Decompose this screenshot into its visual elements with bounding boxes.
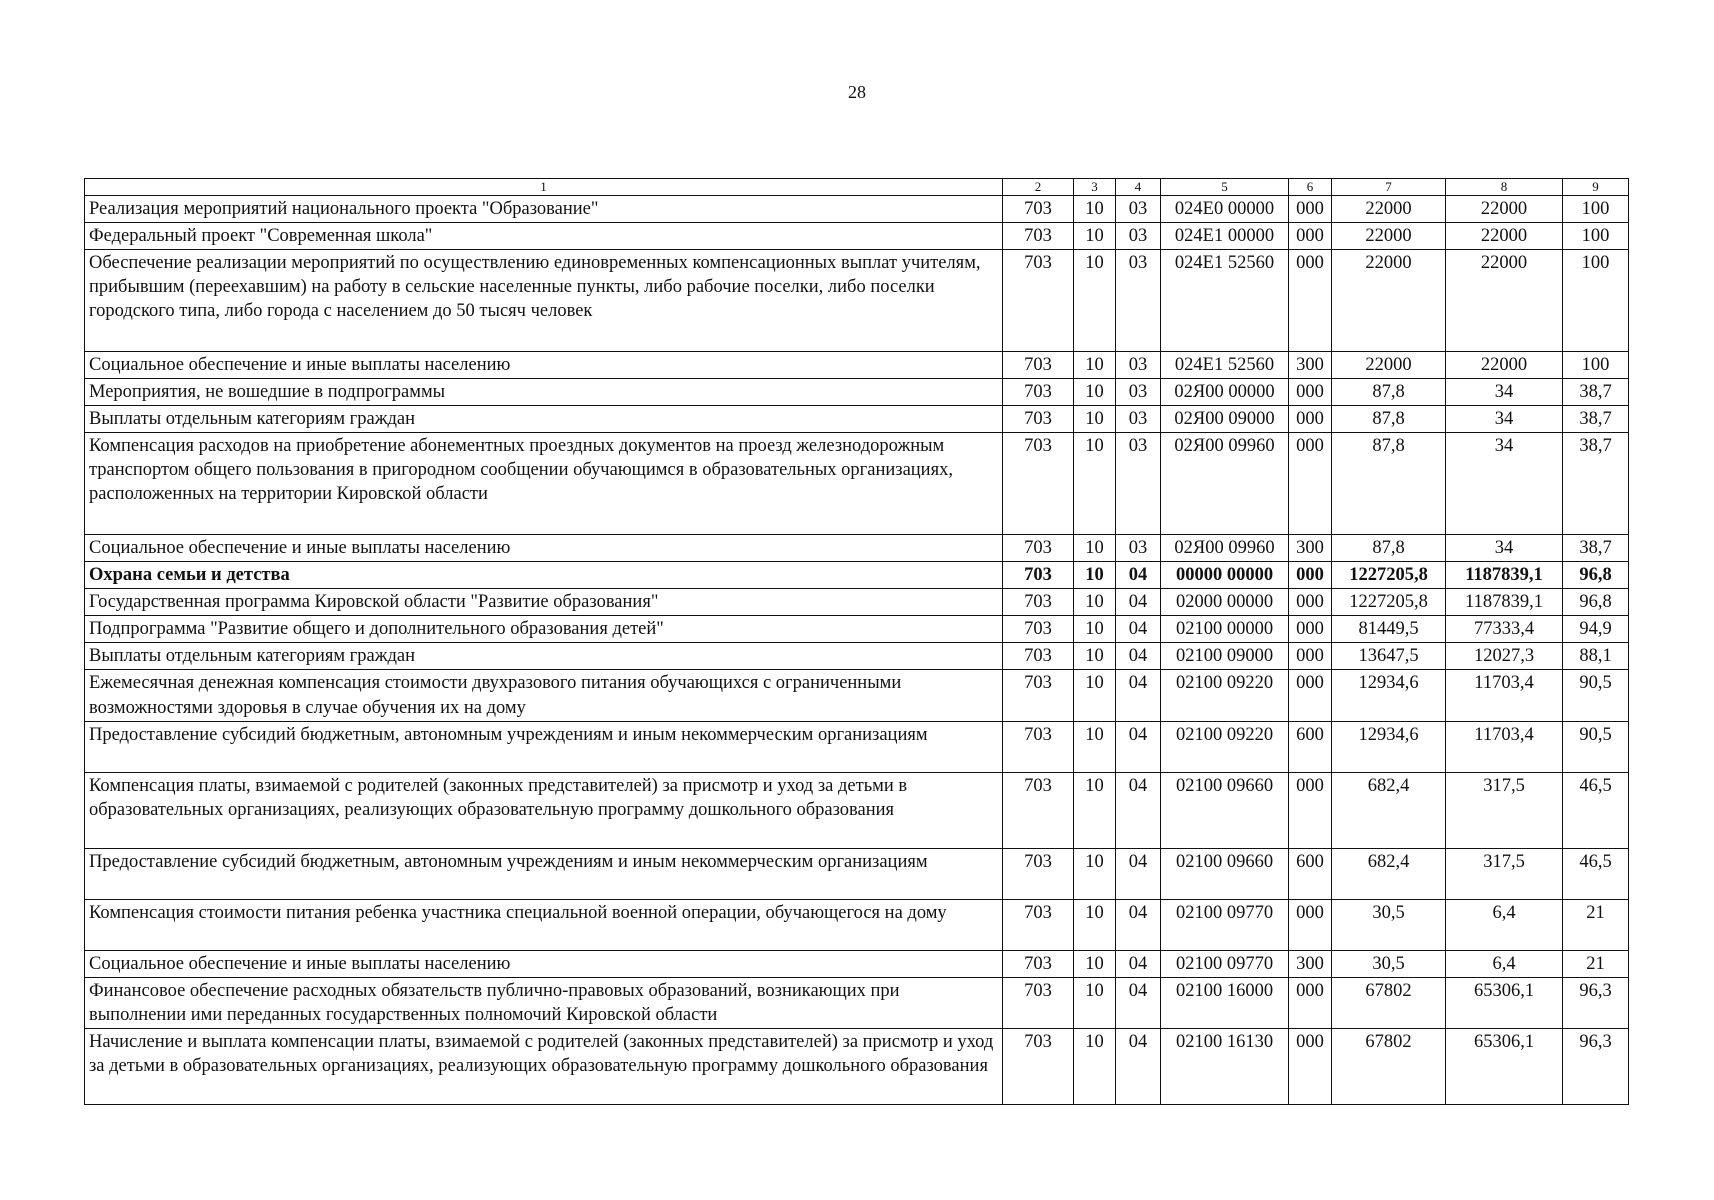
column-header: 5 xyxy=(1161,179,1289,196)
column-header: 9 xyxy=(1563,179,1629,196)
ministry-code-cell: 703 xyxy=(1003,721,1074,772)
table-row xyxy=(85,616,1629,643)
row-name-cell: Обеспечение реализации мероприятий по осуществлению единовременных компенсационных выплат учителям, прибывшим (переехавшим) на работу в сельские населенные пункты, либо рабочие поселки, либо поселки городского типа, либо города с населением до 50 тысяч человек xyxy=(85,250,1003,352)
table-row xyxy=(85,643,1629,670)
ministry-code-cell: 703 xyxy=(1003,643,1074,670)
planned-amount-cell: 13647,5 xyxy=(1332,643,1446,670)
planned-amount-cell: 1227205,8 xyxy=(1332,562,1446,589)
target-article-cell: 02100 09770 xyxy=(1161,950,1289,977)
target-article-cell: 024E1 52560 xyxy=(1161,352,1289,379)
section-cell: 10 xyxy=(1074,379,1116,406)
section-cell: 10 xyxy=(1074,616,1116,643)
table-row xyxy=(85,379,1629,406)
table-row xyxy=(85,223,1629,250)
subsection-cell: 04 xyxy=(1116,977,1161,1028)
section-cell: 10 xyxy=(1074,643,1116,670)
table-row xyxy=(85,562,1629,589)
subsection-cell: 03 xyxy=(1116,433,1161,535)
section-cell: 10 xyxy=(1074,250,1116,352)
executed-amount-cell: 22000 xyxy=(1446,250,1563,352)
executed-amount-cell: 34 xyxy=(1446,535,1563,562)
planned-amount-cell: 22000 xyxy=(1332,352,1446,379)
executed-amount-cell: 1187839,1 xyxy=(1446,589,1563,616)
table-row xyxy=(85,670,1629,721)
execution-percent-cell: 46,5 xyxy=(1563,848,1629,899)
subsection-cell: 04 xyxy=(1116,721,1161,772)
planned-amount-cell: 67802 xyxy=(1332,977,1446,1028)
column-header: 4 xyxy=(1116,179,1161,196)
execution-percent-cell: 100 xyxy=(1563,196,1629,223)
ministry-code-cell: 703 xyxy=(1003,848,1074,899)
execution-percent-cell: 100 xyxy=(1563,223,1629,250)
ministry-code-cell: 703 xyxy=(1003,352,1074,379)
table-row xyxy=(85,950,1629,977)
row-name-cell: Охрана семьи и детства xyxy=(85,562,1003,589)
row-name-cell: Федеральный проект "Современная школа" xyxy=(85,223,1003,250)
execution-percent-cell: 38,7 xyxy=(1563,433,1629,535)
section-cell: 10 xyxy=(1074,670,1116,721)
row-name-cell: Выплаты отдельным категориям граждан xyxy=(85,406,1003,433)
row-name-cell: Государственная программа Кировской области "Развитие образования" xyxy=(85,589,1003,616)
expense-type-cell: 000 xyxy=(1289,379,1332,406)
column-header: 8 xyxy=(1446,179,1563,196)
table-row xyxy=(85,535,1629,562)
subsection-cell: 03 xyxy=(1116,352,1161,379)
execution-percent-cell: 96,8 xyxy=(1563,589,1629,616)
expense-type-cell: 000 xyxy=(1289,433,1332,535)
executed-amount-cell: 34 xyxy=(1446,406,1563,433)
row-name-cell: Начисление и выплата компенсации платы, взимаемой с родителей (законных представителей) за присмотр и уход за детьми в образовательных организациях, реализующих образовательную программу дошкольного образования xyxy=(85,1028,1003,1104)
subsection-cell: 04 xyxy=(1116,589,1161,616)
row-name-cell: Социальное обеспечение и иные выплаты населению xyxy=(85,352,1003,379)
execution-percent-cell: 90,5 xyxy=(1563,721,1629,772)
section-cell: 10 xyxy=(1074,848,1116,899)
planned-amount-cell: 30,5 xyxy=(1332,899,1446,950)
ministry-code-cell: 703 xyxy=(1003,196,1074,223)
ministry-code-cell: 703 xyxy=(1003,562,1074,589)
expense-type-cell: 000 xyxy=(1289,977,1332,1028)
section-cell: 10 xyxy=(1074,223,1116,250)
target-article-cell: 02100 09660 xyxy=(1161,848,1289,899)
ministry-code-cell: 703 xyxy=(1003,379,1074,406)
planned-amount-cell: 22000 xyxy=(1332,250,1446,352)
target-article-cell: 02100 16130 xyxy=(1161,1028,1289,1104)
ministry-code-cell: 703 xyxy=(1003,772,1074,848)
execution-percent-cell: 46,5 xyxy=(1563,772,1629,848)
ministry-code-cell: 703 xyxy=(1003,589,1074,616)
target-article-cell: 00000 00000 xyxy=(1161,562,1289,589)
target-article-cell: 02100 16000 xyxy=(1161,977,1289,1028)
executed-amount-cell: 1187839,1 xyxy=(1446,562,1563,589)
subsection-cell: 04 xyxy=(1116,899,1161,950)
table-row xyxy=(85,196,1629,223)
planned-amount-cell: 22000 xyxy=(1332,196,1446,223)
section-cell: 10 xyxy=(1074,899,1116,950)
planned-amount-cell: 67802 xyxy=(1332,1028,1446,1104)
execution-percent-cell: 100 xyxy=(1563,352,1629,379)
executed-amount-cell: 22000 xyxy=(1446,223,1563,250)
expense-type-cell: 000 xyxy=(1289,250,1332,352)
column-header: 7 xyxy=(1332,179,1446,196)
expense-type-cell: 000 xyxy=(1289,670,1332,721)
expense-type-cell: 000 xyxy=(1289,562,1332,589)
subsection-cell: 03 xyxy=(1116,196,1161,223)
subsection-cell: 04 xyxy=(1116,950,1161,977)
table-row xyxy=(85,433,1629,535)
subsection-cell: 04 xyxy=(1116,616,1161,643)
executed-amount-cell: 65306,1 xyxy=(1446,1028,1563,1104)
target-article-cell: 02100 09220 xyxy=(1161,670,1289,721)
execution-percent-cell: 90,5 xyxy=(1563,670,1629,721)
subsection-cell: 04 xyxy=(1116,772,1161,848)
subsection-cell: 04 xyxy=(1116,643,1161,670)
executed-amount-cell: 11703,4 xyxy=(1446,721,1563,772)
expense-type-cell: 300 xyxy=(1289,950,1332,977)
section-cell: 10 xyxy=(1074,406,1116,433)
row-name-cell: Финансовое обеспечение расходных обязательств публично-правовых образований, возникающих при выполнении ими переданных государственных полномочий Кировской области xyxy=(85,977,1003,1028)
subsection-cell: 04 xyxy=(1116,848,1161,899)
table-row xyxy=(85,848,1629,899)
execution-percent-cell: 38,7 xyxy=(1563,379,1629,406)
target-article-cell: 02Я00 00000 xyxy=(1161,379,1289,406)
section-cell: 10 xyxy=(1074,772,1116,848)
section-cell: 10 xyxy=(1074,1028,1116,1104)
table-row xyxy=(85,352,1629,379)
section-cell: 10 xyxy=(1074,977,1116,1028)
table-body xyxy=(85,196,1629,1105)
section-cell: 10 xyxy=(1074,535,1116,562)
column-header: 3 xyxy=(1074,179,1116,196)
subsection-cell: 03 xyxy=(1116,406,1161,433)
row-name-cell: Компенсация расходов на приобретение абонементных проездных документов на проезд железнодорожным транспортом общего пользования в пригородном сообщении обучающимся в образовательных организациях, расположенных на территории Кировской области xyxy=(85,433,1003,535)
section-cell: 10 xyxy=(1074,562,1116,589)
ministry-code-cell: 703 xyxy=(1003,250,1074,352)
table-row xyxy=(85,721,1629,772)
row-name-cell: Социальное обеспечение и иные выплаты населению xyxy=(85,950,1003,977)
expense-type-cell: 300 xyxy=(1289,352,1332,379)
execution-percent-cell: 96,3 xyxy=(1563,977,1629,1028)
table-row xyxy=(85,899,1629,950)
column-header: 2 xyxy=(1003,179,1074,196)
ministry-code-cell: 703 xyxy=(1003,535,1074,562)
row-name-cell: Подпрограмма "Развитие общего и дополнительного образования детей" xyxy=(85,616,1003,643)
budget-table xyxy=(84,178,1629,1105)
planned-amount-cell: 12934,6 xyxy=(1332,721,1446,772)
expense-type-cell: 000 xyxy=(1289,196,1332,223)
executed-amount-cell: 11703,4 xyxy=(1446,670,1563,721)
expense-type-cell: 000 xyxy=(1289,616,1332,643)
subsection-cell: 04 xyxy=(1116,1028,1161,1104)
executed-amount-cell: 12027,3 xyxy=(1446,643,1563,670)
expense-type-cell: 000 xyxy=(1289,1028,1332,1104)
section-cell: 10 xyxy=(1074,589,1116,616)
expense-type-cell: 600 xyxy=(1289,721,1332,772)
section-cell: 10 xyxy=(1074,196,1116,223)
table-row xyxy=(85,250,1629,352)
expense-type-cell: 000 xyxy=(1289,772,1332,848)
planned-amount-cell: 12934,6 xyxy=(1332,670,1446,721)
section-cell: 10 xyxy=(1074,433,1116,535)
expense-type-cell: 300 xyxy=(1289,535,1332,562)
subsection-cell: 03 xyxy=(1116,223,1161,250)
execution-percent-cell: 21 xyxy=(1563,950,1629,977)
column-header: 1 xyxy=(85,179,1003,196)
ministry-code-cell: 703 xyxy=(1003,223,1074,250)
planned-amount-cell: 87,8 xyxy=(1332,379,1446,406)
expense-type-cell: 000 xyxy=(1289,899,1332,950)
executed-amount-cell: 65306,1 xyxy=(1446,977,1563,1028)
row-name-cell: Выплаты отдельным категориям граждан xyxy=(85,643,1003,670)
section-cell: 10 xyxy=(1074,950,1116,977)
execution-percent-cell: 38,7 xyxy=(1563,535,1629,562)
row-name-cell: Предоставление субсидий бюджетным, автономным учреждениям и иным некоммерческим организациям xyxy=(85,721,1003,772)
ministry-code-cell: 703 xyxy=(1003,433,1074,535)
expense-type-cell: 000 xyxy=(1289,589,1332,616)
planned-amount-cell: 87,8 xyxy=(1332,433,1446,535)
expense-type-cell: 000 xyxy=(1289,223,1332,250)
executed-amount-cell: 34 xyxy=(1446,379,1563,406)
target-article-cell: 024E0 00000 xyxy=(1161,196,1289,223)
target-article-cell: 02000 00000 xyxy=(1161,589,1289,616)
planned-amount-cell: 30,5 xyxy=(1332,950,1446,977)
planned-amount-cell: 682,4 xyxy=(1332,848,1446,899)
subsection-cell: 04 xyxy=(1116,562,1161,589)
planned-amount-cell: 682,4 xyxy=(1332,772,1446,848)
subsection-cell: 03 xyxy=(1116,535,1161,562)
table-row xyxy=(85,589,1629,616)
column-header: 6 xyxy=(1289,179,1332,196)
row-name-cell: Компенсация платы, взимаемой с родителей (законных представителей) за присмотр и уход за детьми в образовательных организациях, реализующих образовательную программу дошкольного образования xyxy=(85,772,1003,848)
table-row xyxy=(85,772,1629,848)
execution-percent-cell: 96,3 xyxy=(1563,1028,1629,1104)
row-name-cell: Мероприятия, не вошедшие в подпрограммы xyxy=(85,379,1003,406)
ministry-code-cell: 703 xyxy=(1003,950,1074,977)
execution-percent-cell: 96,8 xyxy=(1563,562,1629,589)
expense-type-cell: 000 xyxy=(1289,406,1332,433)
planned-amount-cell: 81449,5 xyxy=(1332,616,1446,643)
target-article-cell: 02100 09220 xyxy=(1161,721,1289,772)
planned-amount-cell: 87,8 xyxy=(1332,535,1446,562)
ministry-code-cell: 703 xyxy=(1003,977,1074,1028)
expense-type-cell: 000 xyxy=(1289,643,1332,670)
target-article-cell: 02Я00 09960 xyxy=(1161,433,1289,535)
executed-amount-cell: 6,4 xyxy=(1446,899,1563,950)
subsection-cell: 03 xyxy=(1116,379,1161,406)
target-article-cell: 02100 09770 xyxy=(1161,899,1289,950)
executed-amount-cell: 22000 xyxy=(1446,196,1563,223)
page-number: 28 xyxy=(848,82,866,102)
execution-percent-cell: 88,1 xyxy=(1563,643,1629,670)
target-article-cell: 02100 09000 xyxy=(1161,643,1289,670)
section-cell: 10 xyxy=(1074,352,1116,379)
planned-amount-cell: 1227205,8 xyxy=(1332,589,1446,616)
execution-percent-cell: 100 xyxy=(1563,250,1629,352)
execution-percent-cell: 94,9 xyxy=(1563,616,1629,643)
section-cell: 10 xyxy=(1074,721,1116,772)
target-article-cell: 02Я00 09960 xyxy=(1161,535,1289,562)
target-article-cell: 02Я00 09000 xyxy=(1161,406,1289,433)
target-article-cell: 02100 00000 xyxy=(1161,616,1289,643)
row-name-cell: Предоставление субсидий бюджетным, автономным учреждениям и иным некоммерческим организациям xyxy=(85,848,1003,899)
executed-amount-cell: 6,4 xyxy=(1446,950,1563,977)
executed-amount-cell: 77333,4 xyxy=(1446,616,1563,643)
row-name-cell: Социальное обеспечение и иные выплаты населению xyxy=(85,535,1003,562)
execution-percent-cell: 21 xyxy=(1563,899,1629,950)
planned-amount-cell: 22000 xyxy=(1332,223,1446,250)
executed-amount-cell: 22000 xyxy=(1446,352,1563,379)
ministry-code-cell: 703 xyxy=(1003,670,1074,721)
row-name-cell: Ежемесячная денежная компенсация стоимости двухразового питания обучающихся с ограниченными возможностями здоровья в случае обучения их на дому xyxy=(85,670,1003,721)
planned-amount-cell: 87,8 xyxy=(1332,406,1446,433)
row-name-cell: Компенсация стоимости питания ребенка участника специальной военной операции, обучающегося на дому xyxy=(85,899,1003,950)
table-row xyxy=(85,977,1629,1028)
ministry-code-cell: 703 xyxy=(1003,406,1074,433)
ministry-code-cell: 703 xyxy=(1003,899,1074,950)
table-header-row xyxy=(85,179,1629,196)
ministry-code-cell: 703 xyxy=(1003,1028,1074,1104)
table-row xyxy=(85,406,1629,433)
expense-type-cell: 600 xyxy=(1289,848,1332,899)
target-article-cell: 024E1 52560 xyxy=(1161,250,1289,352)
subsection-cell: 03 xyxy=(1116,250,1161,352)
table-row xyxy=(85,1028,1629,1104)
row-name-cell: Реализация мероприятий национального проекта "Образование" xyxy=(85,196,1003,223)
executed-amount-cell: 317,5 xyxy=(1446,848,1563,899)
target-article-cell: 02100 09660 xyxy=(1161,772,1289,848)
execution-percent-cell: 38,7 xyxy=(1563,406,1629,433)
ministry-code-cell: 703 xyxy=(1003,616,1074,643)
executed-amount-cell: 317,5 xyxy=(1446,772,1563,848)
subsection-cell: 04 xyxy=(1116,670,1161,721)
target-article-cell: 024E1 00000 xyxy=(1161,223,1289,250)
executed-amount-cell: 34 xyxy=(1446,433,1563,535)
